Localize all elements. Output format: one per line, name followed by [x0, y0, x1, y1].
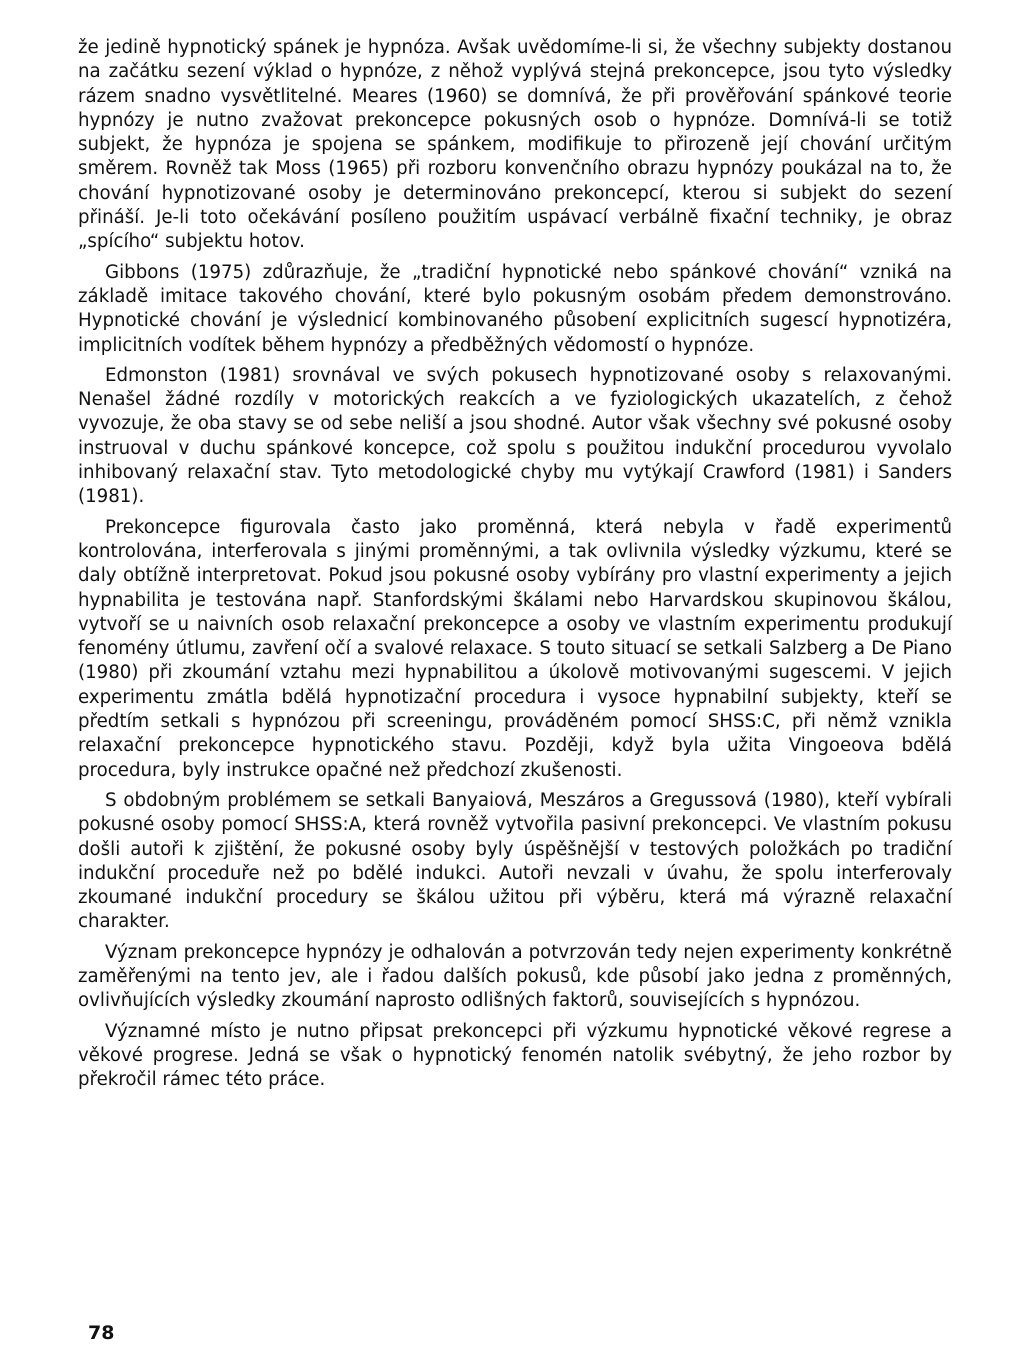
page-body — [78, 36, 952, 1098]
paragraph-6: Význam prekoncepce hypnózy je odhalován a potvrzován tedy nejen experimenty konkrétně zaměřenými na tento jev, ale i řadou dalších pokusů, kde působí jako jedna z proměnných, ovlivňujících výsledky zkoumání naprosto odlišných faktorů, souvisejících s hypnózou. — [78, 941, 952, 1012]
paragraph-1: že jedině hypnotický spánek je hypnóza. Avšak uvědomíme-li si, že všechny subjekty dostanou na začátku sezení výklad o hypnóze, z něhož vyplývá stejná prekoncepce, jsou tyto výsledky rázem snadno vysvětlitelné. Meares (1960) se domnívá, že při prověřování spánkové teorie hypnózy je nutno zvažovat prekoncepce pokusných osob o hypnóze. Domnívá-li se totiž subjekt, že hypnóza je spojena se spánkem, modifikuje to přirozeně její chování určitým směrem. Rovněž tak Moss (1965) při rozboru konvenčního obrazu hypnózy poukázal na to, že chování hypnotizované osoby je determinováno prekoncepcí, kterou si subjekt do sezení přináší. Je-li toto očekávání posíleno použitím uspávací verbálně fixační techniky, je obraz „spícího“ subjektu hotov. — [78, 37, 952, 253]
paragraph-5: S obdobným problémem se setkali Banyaiová, Meszáros a Gregussová (1980), kteří vybírali pokusné osoby pomocí SHSS:A, která rovněž vytvořila pasivní prekoncepci. Ve vlastním pokusu došli autoři k zjištění, že pokusné osoby byly úspěšnější v testových položkách po tradiční indukční proceduře než po bdělé indukci. Autoři nevzali v úvahu, že spolu interferovaly zkoumané indukční procedury se škálou užitou při výběru, která má výrazně relaxační charakter. — [78, 789, 952, 933]
page-number: 78 — [88, 1322, 115, 1344]
paragraph-3: Edmonston (1981) srovnával ve svých pokusech hypnotizované osoby s relaxovanými. Nenašel žádné rozdíly v motorických reakcích a ve fyziologických ukazatelích, z čehož vyvozuje, že oba stavy se od sebe neliší a jsou shodné. Autor však všechny své pokusné osoby instruoval v duchu spánkové koncepce, což spolu s použitou indukční procedurou vyvolalo inhibovaný relaxační stav. Tyto metodologické chyby mu vytýkají Crawford (1981) i Sanders (1981). — [78, 364, 952, 508]
paragraph-4: Prekoncepce figurovala často jako proměnná, která nebyla v řadě experimentů kontrolována, interferovala s jinými proměnnými, a tak ovlivnila výsledky výzkumu, které se daly obtížně interpretovat. Pokud jsou pokusné osoby vybírány pro vlastní experimenty a jejich hypnabilita je testována např. Stanfordskými škálami nebo Harvardskou skupinovou škálou, vytvoří se u naivních osob relaxační prekoncepce a osoby ve vlastním experimentu produkují fenomény útlumu, zavření očí a svalové relaxace. S touto situací se setkali Salzberg a De Piano (1980) při zkoumání vztahu mezi hypnabilitou a úkolově motivovanými sugescemi. V jejich experimentu zmátla bdělá hypnotizační procedura i vysoce hypnabilní subjekty, kteří se předtím setkali s hypnózou při screeningu, prováděném pomocí SHSS:C, při němž vznikla relaxační prekoncepce hypnotického stavu. Později, když byla užita Vingoeova bdělá procedura, byly instrukce opačné než předchozí zkušenosti. — [78, 516, 952, 781]
paragraph-2: Gibbons (1975) zdůrazňuje, že „tradiční hypnotické nebo spánkové chování“ vzniká na základě imitace takového chování, které bylo pokusným osobám předem demonstrováno. Hypnotické chování je výslednicí kombinovaného působení explicitních sugescí hypnotizéra, implicitních vodítek během hypnózy a předběžných vědomostí o hypnóze. — [78, 261, 952, 356]
paragraph-7: Významné místo je nutno připsat prekoncepci při výzkumu hypnotické věkové regrese a věkové progrese. Jedná se však o hypnotický fenomén natolik svébytný, že jeho rozbor by překročil rámec této práce. — [78, 1020, 952, 1091]
